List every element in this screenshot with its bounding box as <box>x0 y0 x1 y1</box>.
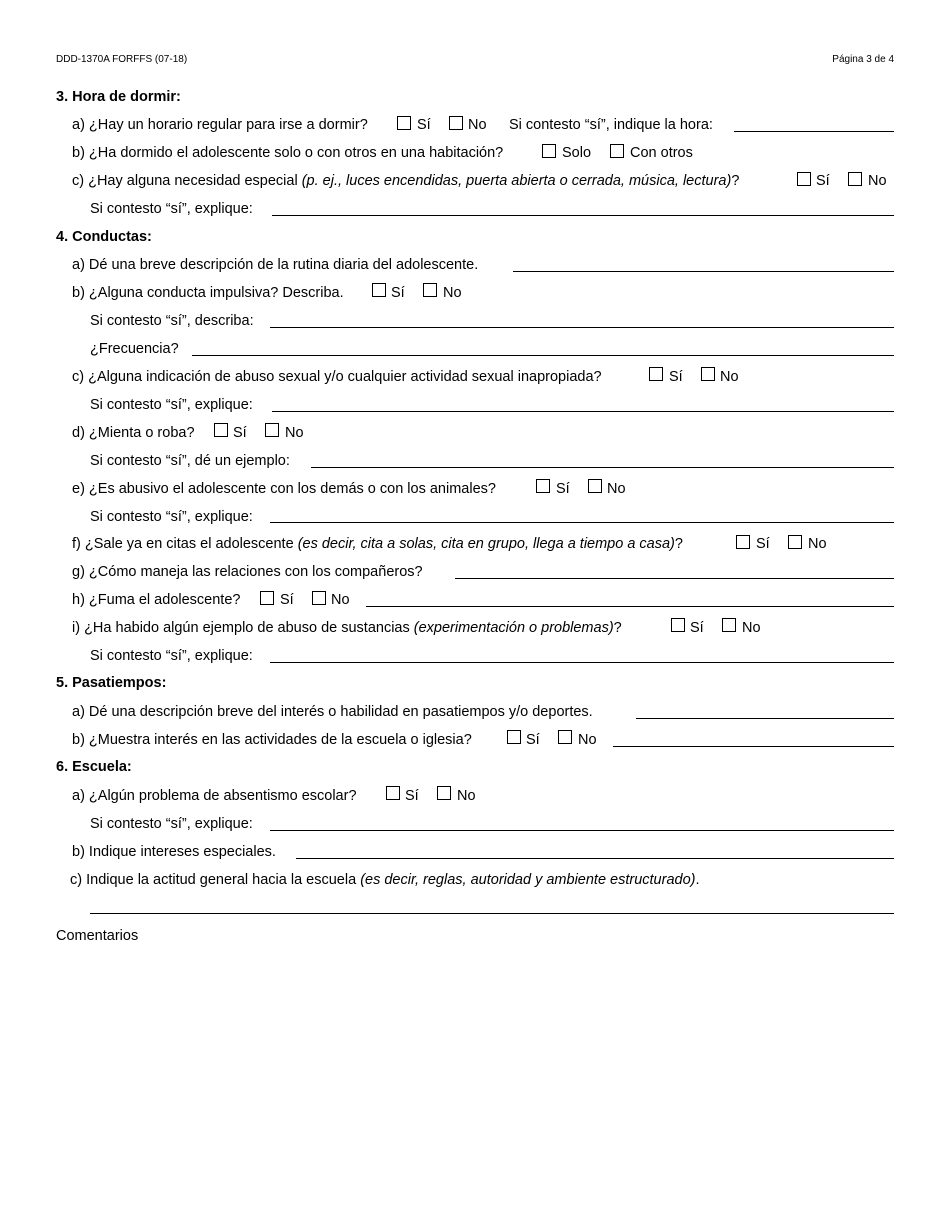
q4d-example-field[interactable] <box>311 467 894 468</box>
q4c-yes-checkbox[interactable] <box>649 367 663 381</box>
q4d-label: d) ¿Mienta o roba? <box>72 425 195 441</box>
q3a-no-checkbox[interactable] <box>449 116 463 130</box>
q4h-no-label: No <box>331 592 350 608</box>
page-number: Página 3 de 4 <box>832 54 894 65</box>
q4f-yes-label: Sí <box>756 536 770 552</box>
q4f-label: f) ¿Sale ya en citas el adolescente (es decir, cita a solas, cita en grupo, llega a tiempo a casa)? <box>72 536 683 552</box>
q6a-explain-field[interactable] <box>270 830 894 831</box>
q4a-label: a) Dé una breve descripción de la rutina diaria del adolescente. <box>72 257 479 273</box>
q3c-no-checkbox[interactable] <box>848 172 862 186</box>
q6a-yes-checkbox[interactable] <box>386 786 400 800</box>
q4h-field[interactable] <box>366 606 894 607</box>
q4b-no-checkbox[interactable] <box>423 283 437 297</box>
q6b-label: b) Indique intereses especiales. <box>72 844 276 860</box>
q5a-label: a) Dé una descripción breve del interés o habilidad en pasatiempos y/o deportes. <box>72 704 593 720</box>
q4b-describe-label: Si contesto “sí”, describa: <box>90 313 254 329</box>
q4b-yes-label: Sí <box>391 285 405 301</box>
section-4-title: 4. Conductas: <box>56 229 152 245</box>
q6a-label: a) ¿Algún problema de absentismo escolar? <box>72 788 357 804</box>
q4a-field[interactable] <box>513 271 894 272</box>
q4i-explain-label: Si contesto “sí”, explique: <box>90 648 253 664</box>
q4b-frequency-field[interactable] <box>192 355 894 356</box>
q4f-no-checkbox[interactable] <box>788 535 802 549</box>
q3c-no-label: No <box>868 173 887 189</box>
q4c-explain-label: Si contesto “sí”, explique: <box>90 397 253 413</box>
q4e-explain-field[interactable] <box>270 522 894 523</box>
q4b-no-label: No <box>443 285 462 301</box>
q3a-label: a) ¿Hay un horario regular para irse a dormir? <box>72 117 368 133</box>
q6a-no-checkbox[interactable] <box>437 786 451 800</box>
q4h-yes-label: Sí <box>280 592 294 608</box>
q4i-yes-label: Sí <box>690 620 704 636</box>
q3b-solo-checkbox[interactable] <box>542 144 556 158</box>
q4g-label: g) ¿Cómo maneja las relaciones con los compañeros? <box>72 564 423 580</box>
q6b-field[interactable] <box>296 858 894 859</box>
q4e-no-checkbox[interactable] <box>588 479 602 493</box>
section-3-title: 3. Hora de dormir: <box>56 89 181 105</box>
form-id: DDD-1370A FORFFS (07-18) <box>56 54 188 65</box>
q5b-field[interactable] <box>613 746 894 747</box>
q4i-explain-field[interactable] <box>270 662 894 663</box>
q4c-yes-label: Sí <box>669 369 683 385</box>
q4h-no-checkbox[interactable] <box>312 591 326 605</box>
q4f-yes-checkbox[interactable] <box>736 535 750 549</box>
q5b-no-checkbox[interactable] <box>558 730 572 744</box>
q6a-explain-label: Si contesto “sí”, explique: <box>90 816 253 832</box>
q4c-no-label: No <box>720 369 739 385</box>
q3a-yes-checkbox[interactable] <box>397 116 411 130</box>
q5b-yes-checkbox[interactable] <box>507 730 521 744</box>
q3a-hour-label: Si contesto “sí”, indique la hora: <box>509 117 713 133</box>
q6c-field[interactable] <box>90 913 894 914</box>
q5a-field[interactable] <box>636 718 894 719</box>
q4b-frequency-label: ¿Frecuencia? <box>90 341 179 357</box>
q4d-no-label: No <box>285 425 304 441</box>
q5b-no-label: No <box>578 732 597 748</box>
q6a-no-label: No <box>457 788 476 804</box>
q4i-no-label: No <box>742 620 761 636</box>
q4c-no-checkbox[interactable] <box>701 367 715 381</box>
q4c-label: c) ¿Alguna indicación de abuso sexual y/o cualquier actividad sexual inapropiada? <box>72 369 602 385</box>
q4e-yes-label: Sí <box>556 481 570 497</box>
q3b-otros-label: Con otros <box>630 145 693 161</box>
q4e-yes-checkbox[interactable] <box>536 479 550 493</box>
section-5-title: 5. Pasatiempos: <box>56 675 167 691</box>
q4i-no-checkbox[interactable] <box>722 618 736 632</box>
q3c-explain-field[interactable] <box>272 215 894 216</box>
q3b-otros-checkbox[interactable] <box>610 144 624 158</box>
q4e-no-label: No <box>607 481 626 497</box>
q4f-no-label: No <box>808 536 827 552</box>
q4c-explain-field[interactable] <box>272 411 894 412</box>
q4b-label: b) ¿Alguna conducta impulsiva? Describa. <box>72 285 344 301</box>
q4h-yes-checkbox[interactable] <box>260 591 274 605</box>
q4e-explain-label: Si contesto “sí”, explique: <box>90 509 253 525</box>
q4b-describe-field[interactable] <box>270 327 894 328</box>
q3c-yes-checkbox[interactable] <box>797 172 811 186</box>
q4d-example-label: Si contesto “sí”, dé un ejemplo: <box>90 453 290 469</box>
q3c-yes-label: Sí <box>816 173 830 189</box>
q4i-label: i) ¿Ha habido algún ejemplo de abuso de sustancias (experimentación o problemas)? <box>72 620 622 636</box>
q4e-label: e) ¿Es abusivo el adolescente con los demás o con los animales? <box>72 481 496 497</box>
q4d-yes-label: Sí <box>233 425 247 441</box>
q5b-label: b) ¿Muestra interés en las actividades de la escuela o iglesia? <box>72 732 472 748</box>
q3a-no-label: No <box>468 117 487 133</box>
q3c-label: c) ¿Hay alguna necesidad especial (p. ej., luces encendidas, puerta abierta o cerrada, música, lectura)? <box>72 173 740 189</box>
q6a-yes-label: Sí <box>405 788 419 804</box>
q6c-label: c) Indique la actitud general hacia la escuela (es decir, reglas, autoridad y ambiente estructurado). <box>70 872 700 888</box>
q4i-yes-checkbox[interactable] <box>671 618 685 632</box>
q4g-field[interactable] <box>455 578 894 579</box>
q4b-yes-checkbox[interactable] <box>372 283 386 297</box>
q3c-explain-label: Si contesto “sí”, explique: <box>90 201 253 217</box>
q4d-no-checkbox[interactable] <box>265 423 279 437</box>
q3b-label: b) ¿Ha dormido el adolescente solo o con otros en una habitación? <box>72 145 504 161</box>
q4h-label: h) ¿Fuma el adolescente? <box>72 592 241 608</box>
comments-label: Comentarios <box>56 928 139 944</box>
q5b-yes-label: Sí <box>526 732 540 748</box>
q3a-yes-label: Sí <box>417 117 431 133</box>
q3b-solo-label: Solo <box>562 145 592 161</box>
q3a-hour-field[interactable] <box>734 131 894 132</box>
q4d-yes-checkbox[interactable] <box>214 423 228 437</box>
section-6-title: 6. Escuela: <box>56 759 132 775</box>
